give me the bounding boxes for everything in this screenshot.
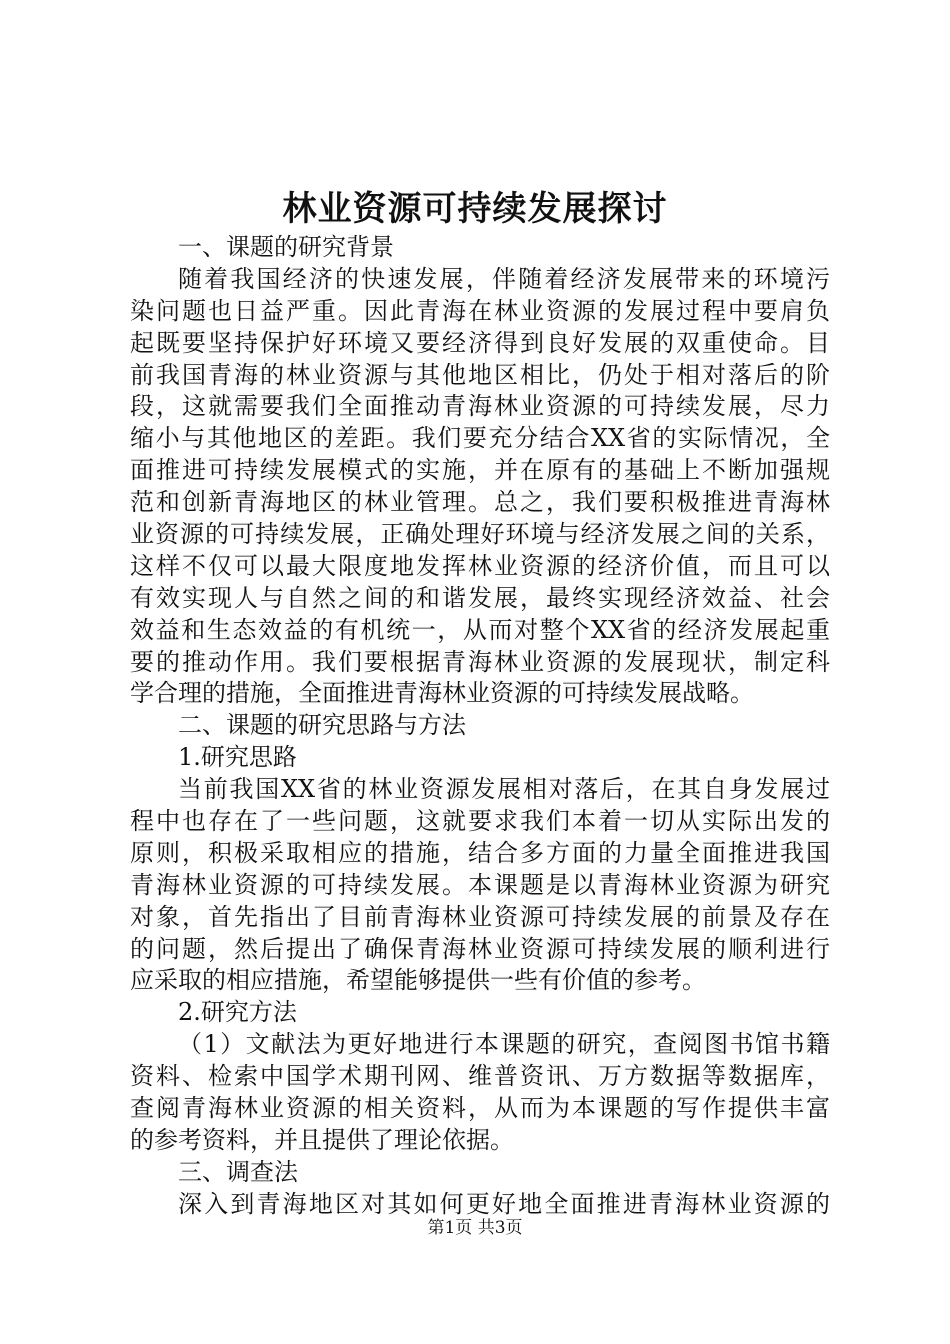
text-line: 面推进可持续发展模式的实施，并在原有的基础上不断加强规	[130, 456, 830, 485]
text-line: 的参考资料，并且提供了理论依据。	[130, 1125, 514, 1154]
text-line: 业资源的可持续发展，正确处理好环境与经济发展之间的关系，	[130, 520, 830, 549]
text-line: 要的推动作用。我们要根据青海林业资源的发展现状，制定科	[130, 647, 830, 676]
text-line: 前我国青海的林业资源与其他地区相比，仍处于相对落后的阶	[130, 360, 830, 389]
text-line: 这样不仅可以最大限度地发挥林业资源的经济价值，而且可以	[130, 551, 830, 580]
text-line: 段，这就需要我们全面推动青海林业资源的可持续发展，尽力	[130, 392, 830, 421]
text-line: 学合理的措施，全面推进青海林业资源的可持续发展战略。	[130, 679, 754, 708]
text-line: 深入到青海地区对其如何更好地全面推进青海林业资源的	[178, 1189, 830, 1218]
document-title: 林业资源可持续发展探讨	[282, 189, 668, 229]
text-line: 起既要坚持保护好环境又要经济得到良好发展的双重使命。目	[130, 328, 830, 357]
document-body	[130, 232, 830, 1221]
section-heading: 1.研究思路	[178, 743, 297, 772]
text-line: 有效实现人与自然之间的和谐发展，最终实现经济效益、社会	[130, 583, 830, 612]
section-heading: 三、调查法	[178, 1157, 298, 1186]
text-line: 对象，首先指出了目前青海林业资源可持续发展的前景及存在	[130, 902, 830, 931]
text-line: 染问题也日益严重。因此青海在林业资源的发展过程中要肩负	[130, 296, 830, 325]
text-line: 范和创新青海地区的林业管理。总之，我们要积极推进青海林	[130, 488, 830, 517]
text-line: 原则，积极采取相应的措施，结合多方面的力量全面推进我国	[130, 838, 830, 867]
text-line: （1）文献法为更好地进行本课题的研究，查阅图书馆书籍	[178, 1030, 830, 1059]
text-line: 资料、检索中国学术期刊网、维普资讯、万方数据等数据库，	[130, 1062, 830, 1091]
section-heading: 二、课题的研究思路与方法	[178, 711, 466, 740]
text-line: 青海林业资源的可持续发展。本课题是以青海林业资源为研究	[130, 870, 830, 899]
page-footer: 第1页 共3页	[427, 1218, 523, 1238]
text-line: 缩小与其他地区的差距。我们要充分结合XX省的实际情况，全	[130, 424, 830, 453]
text-line: 查阅青海林业资源的相关资料，从而为本课题的写作提供丰富	[130, 1094, 830, 1123]
text-line: 的问题，然后提出了确保青海林业资源可持续发展的顺利进行	[130, 934, 830, 963]
section-heading: 2.研究方法	[178, 998, 297, 1027]
text-line: 应采取的相应措施，希望能够提供一些有价值的参考。	[130, 966, 706, 995]
section-heading: 一、课题的研究背景	[178, 233, 394, 261]
text-line: 程中也存在了一些问题，这就要求我们本着一切从实际出发的	[130, 807, 830, 836]
text-line: 随着我国经济的快速发展，伴随着经济发展带来的环境污	[178, 264, 830, 293]
text-line: 效益和生态效益的有机统一，从而对整个XX省的经济发展起重	[130, 615, 830, 644]
text-line: 当前我国XX省的林业资源发展相对落后，在其自身发展过	[178, 775, 830, 804]
